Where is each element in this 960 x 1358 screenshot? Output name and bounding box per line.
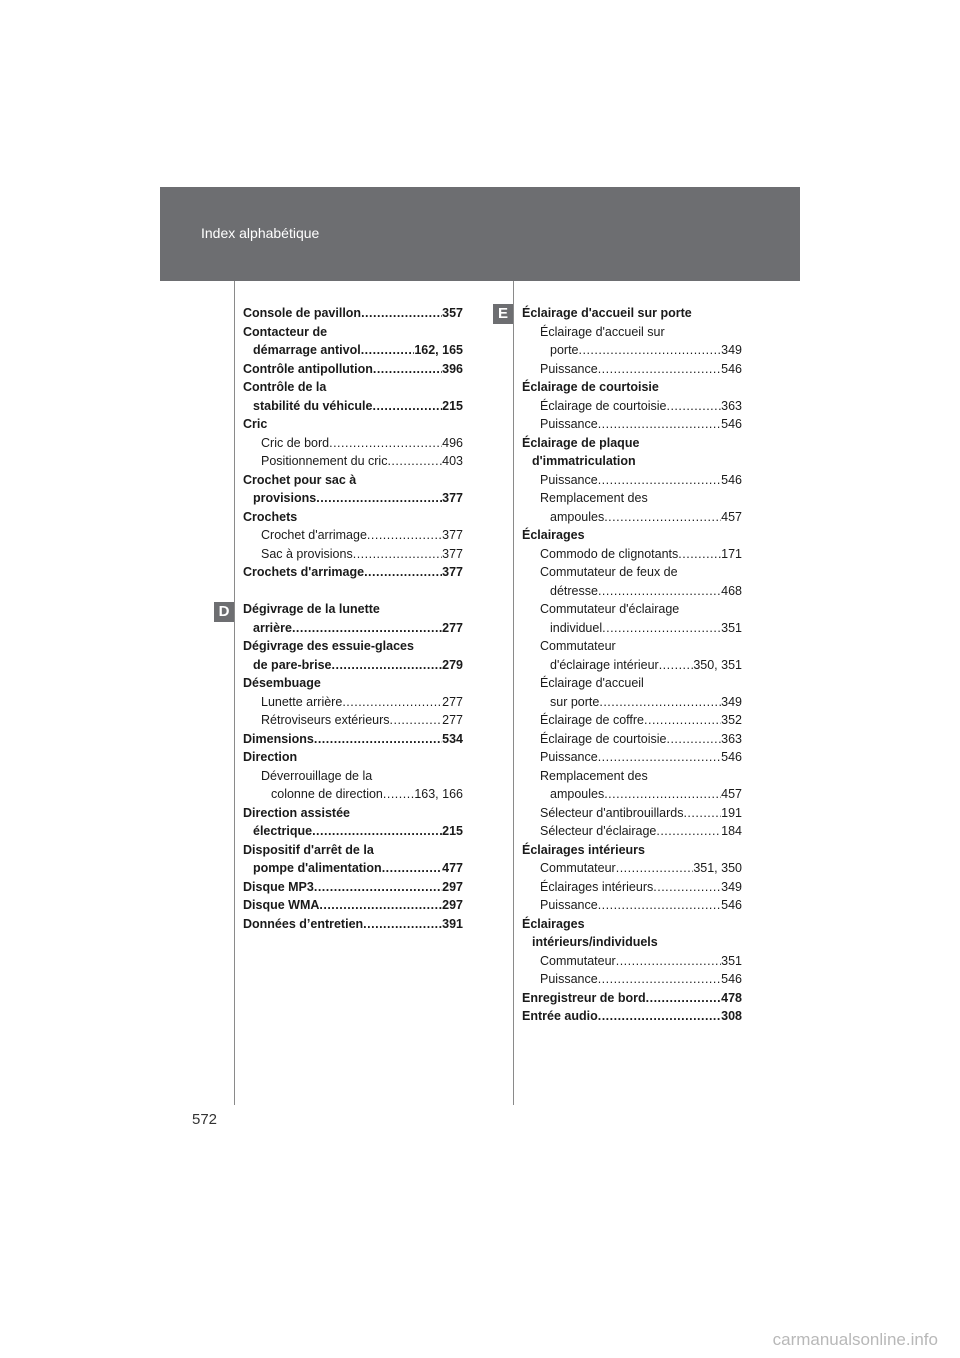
dot-leader <box>363 915 442 934</box>
index-entry-page: 171 <box>721 546 742 561</box>
dot-leader <box>598 970 721 989</box>
dot-leader <box>598 360 721 379</box>
dot-leader <box>604 785 721 804</box>
index-entry <box>522 323 742 342</box>
index-entry-term: détresse <box>550 583 598 598</box>
index-entry-page: 468 <box>721 583 742 598</box>
dot-leader <box>372 397 442 416</box>
dot-leader <box>598 748 721 767</box>
index-entry <box>243 415 463 434</box>
dot-leader <box>390 711 443 730</box>
index-entry-term: Contrôle antipollution <box>243 361 373 376</box>
left-column-rule <box>234 281 235 1105</box>
index-entry-term: Éclairage de plaque <box>522 435 640 450</box>
index-entry-term: Sélecteur d'antibrouillards <box>540 805 684 820</box>
index-entry <box>243 304 463 323</box>
right-column-rule <box>513 281 514 1105</box>
index-entry-page: 162, 165 <box>414 343 463 357</box>
index-entry <box>243 841 463 860</box>
dot-leader <box>646 989 722 1008</box>
index-entry-page: 363 <box>721 731 742 746</box>
index-entry <box>522 730 742 749</box>
index-entry-term: Direction <box>243 750 298 764</box>
index-entry <box>522 693 742 712</box>
index-gap <box>243 582 463 601</box>
index-entry-page: 546 <box>721 972 742 986</box>
index-entry-term: Entrée audio <box>522 1009 598 1023</box>
index-entry-term: Sélecteur d'éclairage <box>540 824 657 838</box>
index-entry-page: 351 <box>721 953 742 968</box>
index-entry <box>522 989 742 1008</box>
index-entry <box>522 545 742 564</box>
index-entry <box>522 822 742 841</box>
index-entry <box>522 582 742 601</box>
index-entry-term: Éclairage d'accueil sur porte <box>522 306 692 320</box>
index-entry <box>522 915 742 934</box>
index-entry-page: 546 <box>721 898 742 912</box>
index-entry-term: intérieurs/individuels <box>532 935 658 949</box>
dot-leader <box>644 711 721 730</box>
index-entry <box>522 397 742 416</box>
index-entry-term: Commutateur de feux de <box>540 565 678 579</box>
index-entry-term: Commutateur <box>540 861 616 875</box>
index-entry <box>522 674 742 693</box>
index-entry <box>522 304 742 323</box>
index-entry-term: ampoules <box>550 509 605 524</box>
index-entry-page: 297 <box>442 898 463 912</box>
index-entry-term: pompe d'alimentation <box>253 861 382 875</box>
dot-leader <box>342 693 442 712</box>
index-entry-term: électrique <box>253 824 313 838</box>
index-entry-term: Contrôle de la <box>243 380 327 394</box>
index-entry <box>522 970 742 989</box>
index-entry-term: Éclairage d'accueil sur <box>540 324 665 339</box>
dot-leader <box>579 341 722 360</box>
index-entry-term: Éclairages intérieurs <box>522 842 645 857</box>
index-entry-page: 163, 166 <box>414 787 463 801</box>
index-entry <box>522 415 742 434</box>
dot-leader <box>616 952 721 971</box>
index-entry-term: arrière <box>253 620 292 635</box>
index-entry-page: 215 <box>442 398 463 413</box>
index-entry <box>243 711 463 730</box>
index-entry <box>522 804 742 823</box>
index-entry <box>522 841 742 860</box>
dot-leader <box>659 656 694 675</box>
index-entry-term: Commutateur d'éclairage <box>540 602 680 616</box>
dot-leader <box>387 452 442 471</box>
index-entry <box>243 785 463 804</box>
dot-leader <box>312 822 442 841</box>
dot-leader <box>598 1007 721 1026</box>
index-entry-term: Puissance <box>540 472 598 487</box>
index-entry-term: Sac à provisions <box>261 546 353 561</box>
index-entry-page: 349 <box>721 694 742 709</box>
page-header <box>160 187 800 281</box>
index-entry <box>522 711 742 730</box>
index-entry <box>243 360 463 379</box>
index-entry-term: démarrage antivol <box>253 343 361 357</box>
index-entry-page: 546 <box>721 750 742 764</box>
index-entry-term: Dégivrage des essuie-glaces <box>243 639 414 653</box>
dot-leader <box>382 859 442 878</box>
index-entry-page: 496 <box>442 435 463 450</box>
index-entry-page: 277 <box>442 713 463 727</box>
index-entry-term: Disque WMA <box>243 898 320 912</box>
index-entry-term: stabilité du véhicule <box>253 398 373 413</box>
index-entry <box>243 452 463 471</box>
index-entry-term: ampoules <box>550 787 605 801</box>
index-entry-page: 377 <box>442 565 463 579</box>
index-entry-page: 349 <box>721 879 742 894</box>
dot-leader <box>361 304 442 323</box>
index-entry-page: 478 <box>721 990 742 1005</box>
index-entry-page: 351 <box>721 620 742 635</box>
index-entry <box>522 619 742 638</box>
section-badge-d: D <box>214 602 234 622</box>
index-entry-page: 184 <box>721 824 742 838</box>
index-entry <box>522 508 742 527</box>
index-entry-term: Commodo de clignotants <box>540 546 679 561</box>
dot-leader <box>598 471 721 490</box>
dot-leader <box>602 619 721 638</box>
index-entry-term: Rétroviseurs extérieurs <box>261 713 390 727</box>
watermark: carmanualsonline.info <box>772 1330 938 1349</box>
index-entry <box>243 434 463 453</box>
index-entry-page: 377 <box>442 528 463 542</box>
index-entry <box>522 600 742 619</box>
dot-leader <box>319 896 442 915</box>
dot-leader <box>666 730 721 749</box>
index-entry-term: Crochets <box>243 509 298 524</box>
index-entry-term: Commutateur <box>540 639 616 653</box>
index-entry <box>243 730 463 749</box>
index-entry <box>243 656 463 675</box>
index-entry-page: 191 <box>721 805 742 820</box>
index-entry <box>243 341 463 360</box>
index-entry <box>522 656 742 675</box>
index-entry-term: Puissance <box>540 750 598 764</box>
index-entry <box>243 804 463 823</box>
index-entry <box>243 637 463 656</box>
index-entry-term: Remplacement des <box>540 491 648 505</box>
index-entry <box>522 341 742 360</box>
index-entry-term: Cric de bord <box>261 435 330 450</box>
index-entry-page: 277 <box>442 694 463 709</box>
index-entry-term: Direction assistée <box>243 805 350 820</box>
index-entry-page: 457 <box>721 509 742 524</box>
dot-leader <box>599 693 721 712</box>
index-entry <box>243 397 463 416</box>
index-entry-page: 534 <box>442 731 463 746</box>
index-entry-page: 357 <box>442 306 463 320</box>
index-entry <box>522 896 742 915</box>
index-entry-term: Déverrouillage de la <box>261 768 373 783</box>
dot-leader <box>604 508 721 527</box>
index-entry-page: 279 <box>442 657 463 672</box>
index-entry-term: Éclairages intérieurs <box>540 879 654 894</box>
index-entry <box>243 563 463 582</box>
index-entry-term: Éclairage de courtoisie <box>540 398 667 413</box>
index-entry-term: colonne de direction <box>271 787 383 801</box>
index-entry-term: Contacteur de <box>243 324 328 339</box>
index-entry-page: 546 <box>721 361 742 376</box>
index-entry <box>522 785 742 804</box>
index-entry-term: Désembuage <box>243 676 321 690</box>
index-entry <box>522 637 742 656</box>
dot-leader <box>598 415 721 434</box>
index-entry-term: Crochet d'arrimage <box>261 528 367 542</box>
index-entry-page: 396 <box>442 361 463 376</box>
index-entry <box>522 748 742 767</box>
dot-leader <box>666 397 721 416</box>
index-column-e <box>522 304 742 1026</box>
index-entry-term: Console de pavillon <box>243 306 362 320</box>
index-entry-term: Éclairages <box>522 916 585 931</box>
index-entry-page: 377 <box>442 491 463 505</box>
index-entry <box>243 878 463 897</box>
dot-leader <box>367 526 442 545</box>
dot-leader <box>329 434 442 453</box>
index-entry-page: 477 <box>442 861 463 875</box>
index-entry <box>522 378 742 397</box>
index-entry-term: Puissance <box>540 898 598 912</box>
dot-leader <box>353 545 442 564</box>
index-entry-term: individuel <box>550 620 603 635</box>
index-entry-page: 215 <box>442 824 463 838</box>
index-entry-term: Puissance <box>540 361 598 376</box>
index-entry-page: 352 <box>721 713 742 727</box>
index-entry-page: 277 <box>442 620 463 635</box>
dot-leader <box>383 785 414 804</box>
index-entry <box>243 619 463 638</box>
dot-leader <box>361 341 415 360</box>
index-entry <box>243 896 463 915</box>
index-entry-page: 403 <box>442 454 463 468</box>
index-entry <box>522 489 742 508</box>
index-entry-term: Dégivrage de la lunette <box>243 602 380 616</box>
index-entry <box>243 767 463 786</box>
index-entry-term: Positionnement du cric <box>261 454 388 468</box>
index-entry <box>243 545 463 564</box>
index-entry <box>243 489 463 508</box>
index-entry-page: 457 <box>721 787 742 801</box>
index-entry <box>243 600 463 619</box>
index-entry-term: Éclairage de coffre <box>540 713 644 727</box>
dot-leader <box>683 804 721 823</box>
index-entry-term: Données d’entretien <box>243 916 364 931</box>
index-entry <box>243 748 463 767</box>
index-entry <box>522 452 742 471</box>
index-entry <box>522 878 742 897</box>
dot-leader <box>373 360 442 379</box>
dot-leader <box>678 545 721 564</box>
index-entry-term: de pare-brise <box>253 657 332 672</box>
index-entry-page: 349 <box>721 343 742 357</box>
index-entry <box>522 767 742 786</box>
dot-leader <box>598 896 721 915</box>
index-entry <box>522 952 742 971</box>
index-entry-term: sur porte <box>550 694 600 709</box>
index-entry <box>243 526 463 545</box>
index-entry <box>243 859 463 878</box>
index-entry-term: Éclairage de courtoisie <box>522 380 659 394</box>
index-entry <box>522 360 742 379</box>
index-entry <box>522 563 742 582</box>
index-entry <box>522 471 742 490</box>
index-entry <box>243 674 463 693</box>
index-entry-term: Puissance <box>540 417 598 431</box>
index-entry <box>243 693 463 712</box>
index-entry-term: Éclairage d'accueil <box>540 676 644 690</box>
section-badge-e: E <box>493 304 513 324</box>
index-entry-term: Enregistreur de bord <box>522 990 646 1005</box>
dot-leader <box>656 822 721 841</box>
index-entry-term: porte <box>550 343 579 357</box>
index-entry-term: d'immatriculation <box>532 454 636 468</box>
index-entry-term: Lunette arrière <box>261 694 343 709</box>
index-entry-term: Commutateur <box>540 953 616 968</box>
dot-leader <box>314 730 442 749</box>
index-entry-page: 350, 351 <box>693 657 742 672</box>
index-entry <box>243 471 463 490</box>
index-entry-term: Crochets d'arrimage <box>243 565 365 579</box>
index-entry-term: Éclairage de courtoisie <box>540 731 667 746</box>
index-entry-page: 297 <box>442 879 463 894</box>
dot-leader <box>653 878 721 897</box>
index-entry-page: 391 <box>442 916 463 931</box>
dot-leader <box>292 619 442 638</box>
dot-leader <box>316 489 442 508</box>
index-entry-term: Puissance <box>540 972 598 986</box>
dot-leader <box>314 878 442 897</box>
dot-leader <box>598 582 721 601</box>
index-entry <box>243 822 463 841</box>
index-entry <box>522 434 742 453</box>
index-entry-term: Dispositif d'arrêt de la <box>243 842 374 857</box>
index-entry <box>243 378 463 397</box>
index-entry <box>243 915 463 934</box>
index-entry-term: Disque MP3 <box>243 879 314 894</box>
index-entry-term: provisions <box>253 491 317 505</box>
page-number: 572 <box>192 1111 218 1128</box>
index-entry <box>522 859 742 878</box>
index-entry-term: d'éclairage intérieur <box>550 657 659 672</box>
index-entry-page: 546 <box>721 472 742 487</box>
dot-leader <box>332 656 443 675</box>
index-entry-page: 308 <box>721 1009 742 1023</box>
index-entry <box>522 1007 742 1026</box>
index-entry-page: 377 <box>442 546 463 561</box>
index-entry-term: Éclairages <box>522 528 585 542</box>
index-entry <box>522 526 742 545</box>
index-entry-term: Remplacement des <box>540 768 648 783</box>
index-entry <box>243 508 463 527</box>
header-title: Index alphabétique <box>201 225 320 241</box>
index-entry-page: 363 <box>721 398 742 413</box>
index-entry-page: 351, 350 <box>693 861 742 875</box>
dot-leader <box>364 563 442 582</box>
dot-leader <box>616 859 694 878</box>
index-entry <box>522 933 742 952</box>
index-entry-term: Dimensions <box>243 731 314 746</box>
index-entry-page: 546 <box>721 417 742 431</box>
index-entry <box>243 323 463 342</box>
index-entry-term: Crochet pour sac à <box>243 472 357 487</box>
index-entry-term: Cric <box>243 417 268 431</box>
index-column-d <box>243 304 463 933</box>
